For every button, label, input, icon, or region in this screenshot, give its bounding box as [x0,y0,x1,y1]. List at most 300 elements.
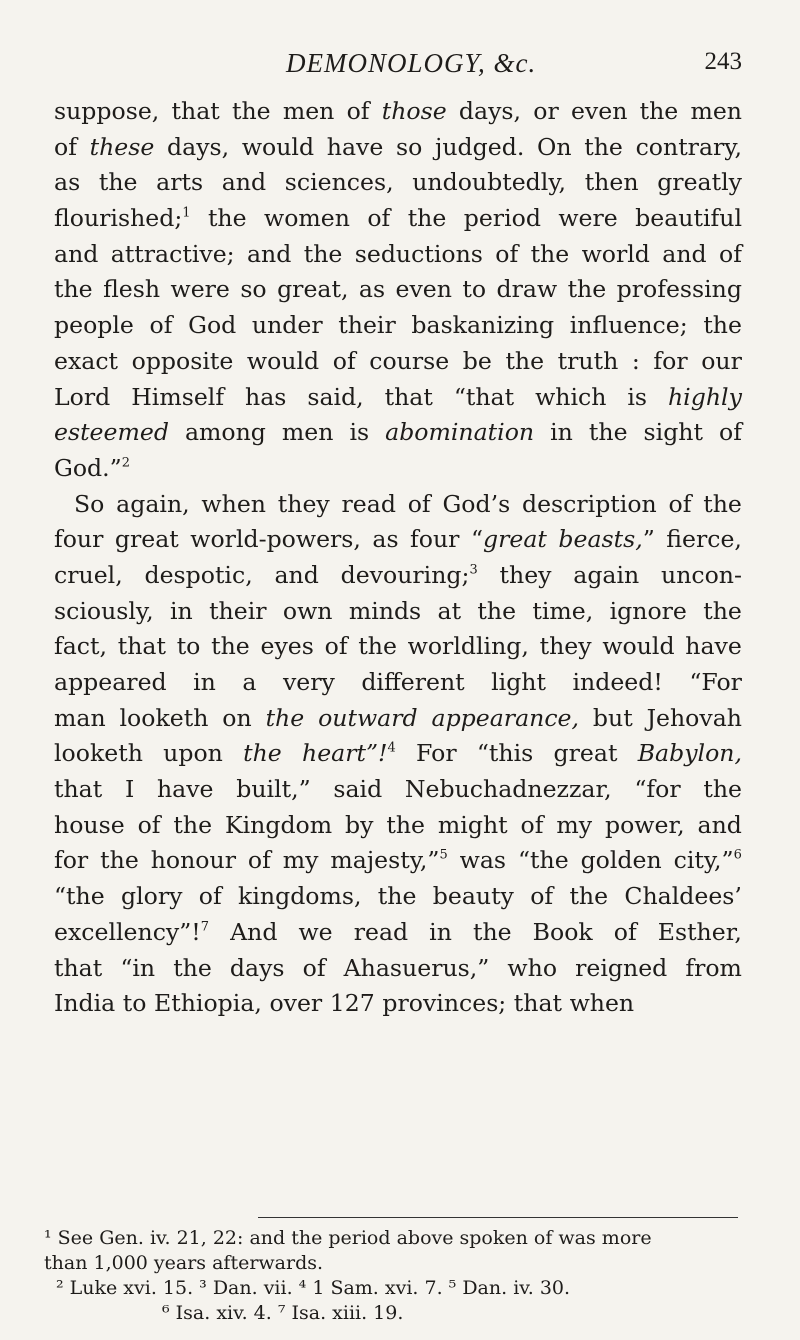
text-run: beasts, [558,525,643,554]
text-run: in [169,596,193,625]
word [345,808,373,844]
text-run: opposite [131,346,234,375]
word [382,986,506,1022]
text-run: “that [453,382,515,411]
word [491,665,546,701]
word [690,94,742,130]
text-run: seductions [354,239,483,268]
text-run: heart [302,739,366,768]
footnote-ref: 6 [733,847,742,863]
word [382,94,447,130]
text-run: the [243,739,282,768]
word [225,808,332,844]
word [171,272,230,308]
word [115,522,179,558]
text-run: and [246,239,292,268]
word [396,272,452,308]
text-run: in [193,668,216,696]
word [150,308,173,344]
word [238,879,361,915]
word [54,201,191,237]
word [540,629,592,665]
word [477,594,516,630]
footnote-line: ¹ See Gen. iv. 21, 22: and the period above spoken of was more [44,1227,652,1249]
word [283,594,333,630]
text-run: devouring; [340,560,470,589]
word [318,701,418,737]
word [201,487,266,523]
text-run: has [245,382,287,411]
text-run: of [324,632,348,661]
word [283,843,319,879]
text-run: house [54,810,125,839]
word [703,772,742,808]
word [120,951,155,987]
word [121,879,182,915]
footnotes [44,1226,744,1326]
footnote-ref: 3 [469,562,478,578]
text-run: “the [517,846,569,875]
word [240,272,266,308]
word [584,130,623,166]
text-run: Nebuchadnezzar, [404,775,612,804]
word [54,808,125,844]
text-run: they [277,489,330,518]
footnote-line: than 1,000 years afterwards. [44,1252,324,1274]
word [54,701,106,737]
text-run: the [703,775,742,804]
text-run: suppose, [54,97,160,125]
text-run: which [535,382,607,411]
text-run: the [54,275,93,304]
word [157,772,214,808]
word [701,344,742,380]
word [99,165,138,201]
word [123,986,147,1022]
text-run: description [521,489,657,518]
word [550,415,573,451]
word [54,522,103,558]
word [54,94,159,130]
text-line [54,629,742,665]
text-run: period [463,204,541,233]
text-run: man [54,703,106,732]
text-run: glory [121,882,183,911]
word [589,415,628,451]
text-run: were [558,204,618,233]
text-run: cruel, [54,560,123,589]
word [614,915,637,951]
text-run: worldling, [407,632,529,661]
text-run: So [74,489,105,518]
text-run: fact, [54,632,107,661]
word [533,915,593,951]
text-run: four [54,525,104,554]
footnote-ref: 5 [439,847,448,863]
text-run: Book [532,917,593,946]
text-run: as [358,275,386,304]
word [658,915,742,951]
text-run: flourished; [54,204,183,233]
word [138,808,161,844]
word [222,701,251,737]
page-number: 243 [704,48,742,75]
word [411,308,554,344]
word [344,951,490,987]
text-run: people [54,311,134,340]
word [662,237,706,273]
text-run: the [505,346,545,375]
text-run: on [222,703,252,732]
word [354,915,408,951]
text-run: built,” [236,775,311,804]
text-run: again, [116,489,190,518]
word [460,843,506,879]
word [125,772,134,808]
text-run: of [613,917,637,946]
text-run: sciously, [54,596,154,625]
word [330,843,447,879]
text-run: days, [458,97,522,125]
word [410,522,459,558]
word [385,415,534,451]
word [666,522,742,558]
text-run: Esther, [657,917,742,946]
word [703,487,742,523]
text-line [54,94,742,130]
word [635,201,742,237]
text-run: was [459,846,507,875]
text-run: for [54,846,89,875]
word [372,522,398,558]
word [558,522,654,558]
text-run: the [358,632,397,661]
word [703,594,742,630]
word [325,629,348,665]
word [719,237,742,273]
word [230,915,277,951]
word [429,915,452,951]
word [405,772,612,808]
text-run: said [333,775,383,804]
word [185,415,266,451]
text-run: would [241,132,315,161]
word [521,808,544,844]
text-line [54,986,742,1022]
text-line [54,736,742,772]
text-run: golden [580,846,662,875]
text-run: sight [643,418,703,447]
word [610,594,687,630]
text-run: the [231,97,271,125]
text-run: baskanizing [411,311,555,340]
text-run: upon [163,739,223,768]
text-run: judged. [435,132,525,161]
text-run: very [282,668,335,696]
word [495,237,518,273]
text-run: men [282,97,335,125]
text-run: by [345,810,374,839]
text-run: world-powers, [190,525,361,554]
word [242,130,314,166]
word [173,951,212,987]
word [585,165,639,201]
text-run: would [246,346,320,375]
word [333,772,382,808]
word [151,843,236,879]
word [236,772,310,808]
text-run: who [507,953,558,982]
text-run: have [326,132,384,161]
text-run: of [149,311,173,340]
word [464,201,541,237]
text-run: we [298,917,333,946]
word [571,94,627,130]
text-run: “the [54,882,105,911]
word [342,487,396,523]
word [232,94,271,130]
word [533,94,558,130]
text-run: power, [604,810,685,839]
text-run: so [240,275,267,304]
text-run: of [407,489,431,518]
text-run: Lord [54,382,111,411]
text-run: undoubtedly, [412,168,567,197]
text-run: God.” [54,453,122,482]
text-run: On [537,132,572,161]
word [54,415,169,451]
text-run: as [372,525,399,554]
text-line [54,594,742,630]
text-run: be [462,346,492,375]
word [330,986,375,1022]
text-run: 127 [329,989,375,1018]
word [514,986,562,1022]
text-run: so [396,132,423,161]
text-line [54,272,742,308]
word [463,344,492,380]
text-run: even [570,97,628,125]
text-line [54,665,742,701]
word [689,665,742,701]
word [349,594,421,630]
text-run: of [520,810,544,839]
word [277,272,348,308]
word [170,594,193,630]
text-run: and [662,239,707,268]
word [327,130,384,166]
word [473,915,512,951]
text-run: minds [348,596,422,625]
word [522,487,657,523]
text-run: among [184,418,266,447]
word [685,951,742,987]
word [408,629,529,665]
word [556,808,592,844]
text-line [54,237,742,273]
text-run: might [437,810,508,839]
text-run: despotic, [144,560,253,589]
word [264,201,350,237]
text-run: from [685,953,742,982]
word [154,986,262,1022]
text-run: the [472,917,512,946]
text-run: in [429,917,452,946]
text-run: their [338,311,396,340]
word [278,487,330,523]
word [266,701,305,737]
text-run: the [377,882,417,911]
word [230,951,285,987]
word [190,522,361,558]
word [518,843,569,879]
word [644,415,703,451]
word [624,879,742,915]
text-run: that [513,989,563,1018]
text-run: or [533,97,559,125]
text-run: the [211,632,250,661]
footnote-ref: 1 [182,205,191,221]
text-line [54,130,742,166]
word [245,380,286,416]
text-run: different [361,668,465,696]
text-run: and [697,810,742,839]
text-run: they [539,632,592,661]
word [593,701,633,737]
word [442,487,510,523]
text-run: even [395,275,452,304]
text-line [54,308,742,344]
body-text [54,94,742,1022]
text-run: men [690,97,742,125]
word [54,665,167,701]
word [54,843,88,879]
word [172,94,220,130]
word [719,415,742,451]
text-run: and [221,168,267,197]
word [657,165,742,201]
text-run: the [173,810,213,839]
text-run: fierce, [666,525,742,554]
word [570,308,688,344]
word [471,522,547,558]
text-run: great [483,525,547,554]
word [54,772,102,808]
word [54,344,118,380]
text-run: Kingdom [224,810,333,839]
word [199,879,222,915]
text-run: city,” [673,846,734,875]
text-run: said, [307,382,364,411]
word [167,130,229,166]
word [338,308,395,344]
word [507,951,557,987]
word [242,665,256,701]
text-run: exact [54,346,119,375]
word [581,843,662,879]
word [572,665,662,701]
text-run: greatly [657,168,742,197]
word [573,558,639,594]
word [177,629,201,665]
text-line [54,558,742,594]
word [634,772,680,808]
word [131,380,224,416]
word [54,237,98,273]
word [432,701,580,737]
text-run: excellency”! [54,917,201,946]
word [304,237,343,273]
text-run: of [346,97,370,125]
text-run: and [54,239,99,268]
text-line [54,879,742,915]
word [54,451,130,487]
footnote-line: ² Luke xvi. 15. ³ Dan. vii. ⁴ 1 Sam. xvi. 7. ⁵ Dan. iv. 30. [56,1277,571,1299]
text-run: they [499,560,552,589]
word [647,701,742,737]
word [669,487,692,523]
text-run: of [719,418,742,447]
word [303,951,326,987]
word [120,701,209,737]
text-run: Ahasuerus,” [343,953,490,982]
text-run: the [265,703,305,732]
text-run: then [584,168,639,197]
text-run: great [114,525,179,554]
word [54,308,134,344]
text-run: the [639,97,679,125]
word [285,165,394,201]
word [54,951,102,987]
word [247,344,319,380]
word [144,558,252,594]
word [54,165,80,201]
word [438,808,508,844]
text-run: Ethiopia, [154,989,262,1018]
word [636,130,742,166]
text-run: Himself [131,382,225,411]
word [118,629,166,665]
text-line [54,522,742,558]
footnote-ref: 7 [200,919,210,935]
text-run: contrary, [635,132,742,161]
word [568,272,607,308]
text-run: the [567,275,607,304]
text-run: men [281,418,334,447]
text-run: Babylon, [637,739,742,768]
text-run: God’s [442,489,511,518]
word [54,558,123,594]
word [173,808,212,844]
text-run: that [384,382,433,411]
word [54,736,143,772]
text-run: of [137,810,161,839]
word [535,380,606,416]
text-run: as [54,168,81,197]
word [369,344,449,380]
word [477,736,533,772]
text-run: that [54,775,103,804]
word [386,808,425,844]
text-run: these [89,132,155,161]
text-run: God [188,311,237,340]
word [274,558,318,594]
text-run: draw [496,275,558,304]
text-run: a [242,668,257,696]
word [100,843,139,879]
text-line [54,451,742,487]
text-run: read [353,917,409,946]
